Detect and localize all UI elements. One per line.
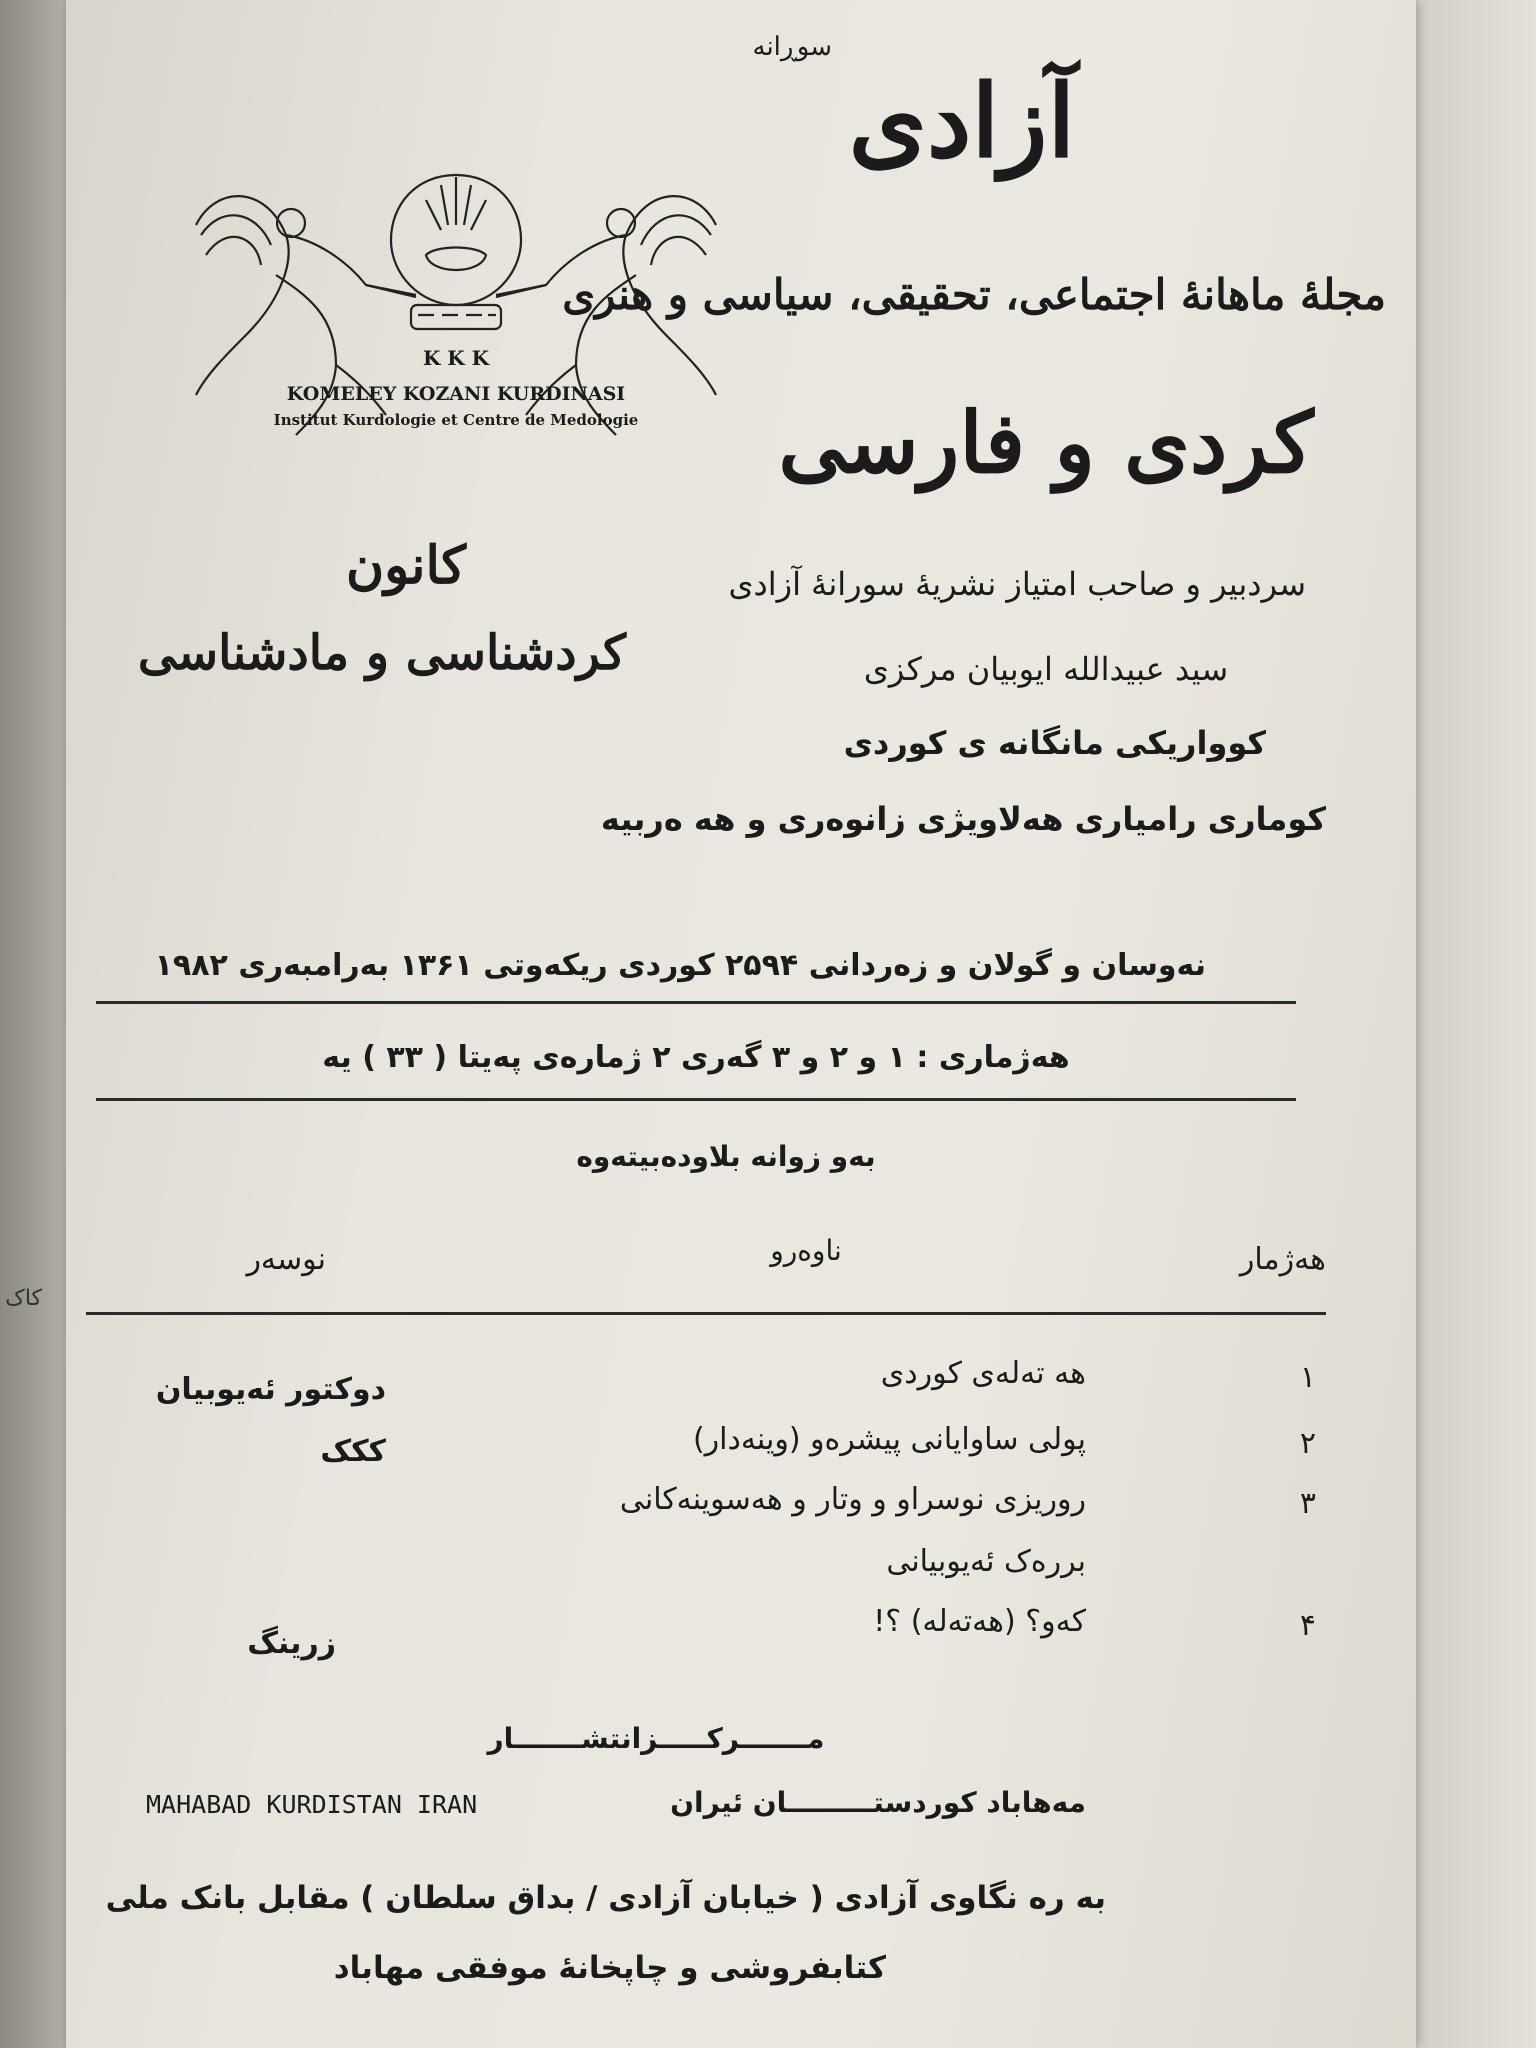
kurdish-description: کوواریکی مانگانە ی کوردی <box>843 724 1266 762</box>
editor-line: سردبیر و صاحب امتیاز نشریۀ سورانۀ آزادی <box>728 565 1306 603</box>
kkk-emblem-illustration <box>186 165 726 485</box>
toc-author: دوکتور ئەیوبیان <box>155 1372 386 1407</box>
publication-center-label: مـــــــرکـــــزانتشـــــــار <box>487 1722 825 1755</box>
toc-author: ککک <box>320 1434 386 1469</box>
toc-header-number: هەژمار <box>1239 1242 1326 1277</box>
published-by-line: بەو زوانە بلاودەبیتەوە <box>576 1140 876 1173</box>
toc-number: ۱ <box>1299 1360 1316 1395</box>
languages-heading: کردی و فارسی <box>778 393 1314 492</box>
emblem-org-name: KOMELEY KOZANI KURDINASI <box>286 383 626 405</box>
editor-name: سید عبیداللە ایوبیان مرکزی <box>863 650 1229 688</box>
shop-line: کتابفروشی و چاپخانۀ موفقی مهاباد <box>333 1950 886 1986</box>
background-right <box>1395 0 1536 2048</box>
divider-3 <box>86 1312 1326 1315</box>
toc-title: بررەک ئەیوبیانی <box>886 1544 1086 1579</box>
magazine-subtitle: مجلۀ ماهانۀ اجتماعی، تحقیقی، سیاسی و هنری <box>562 270 1386 319</box>
emblem-org-french: Institut Kurdologie et Centre de Medologie <box>273 411 639 429</box>
toc-author: زرینگ <box>247 1626 336 1661</box>
magazine-page <box>66 0 1416 2048</box>
institute-subtitle: کردشناسی و مادشناسی <box>137 625 626 681</box>
emblem-acronym: K K K <box>422 346 490 370</box>
toc-header-author: نوسەر <box>246 1242 326 1277</box>
toc-number: ۳ <box>1299 1486 1316 1521</box>
address-line: بە رە نگاوی آزادی ( خیابان آزادی / بداق سلطان ) مقابل بانک ملی <box>105 1880 1106 1916</box>
institute-title: کانون <box>345 535 467 596</box>
issue-date-line: نەوسان و گولان و زەردانی ۲۵۹۴ کوردی ریکەوتی ۱۳۶۱ بەرامبەری ۱۹۸۲ <box>154 948 1206 983</box>
kurdish-description-2: کوماری رامیاری هەلاویژی زانوەری و هە ەربیە <box>600 800 1326 838</box>
toc-title: هە تەلەی کوردی <box>880 1356 1086 1391</box>
toc-title: پولی ساوایانی پیشرەو (وینەدار) <box>692 1422 1086 1457</box>
toc-title: کەو؟ (هەتەلە) ؟! <box>873 1604 1086 1639</box>
toc-title: روریزی نوسراو و وتار و هەسوینەکانی <box>619 1482 1086 1517</box>
toc-header-title: ناوەرو <box>770 1234 842 1267</box>
issue-number-line: هەژماری : ۱ و ۲ و ۳ گەری ۲ ژمارەی پەیتا ( ۳۳ ) یە <box>322 1040 1070 1075</box>
divider-2 <box>96 1098 1296 1101</box>
toc-number: ۲ <box>1299 1426 1316 1461</box>
divider-1 <box>96 1001 1296 1004</box>
magazine-title: آزادی <box>848 62 1076 180</box>
location-latin: MAHABAD KURDISTAN IRAN <box>146 1790 478 1819</box>
location-kurdish: مەهاباد کوردستـــــــــان ئیران <box>670 1786 1086 1819</box>
toc-number: ۴ <box>1299 1608 1316 1643</box>
side-fragment-text: کاک <box>5 1286 42 1311</box>
weekly-label: سوڕانە <box>752 32 832 62</box>
